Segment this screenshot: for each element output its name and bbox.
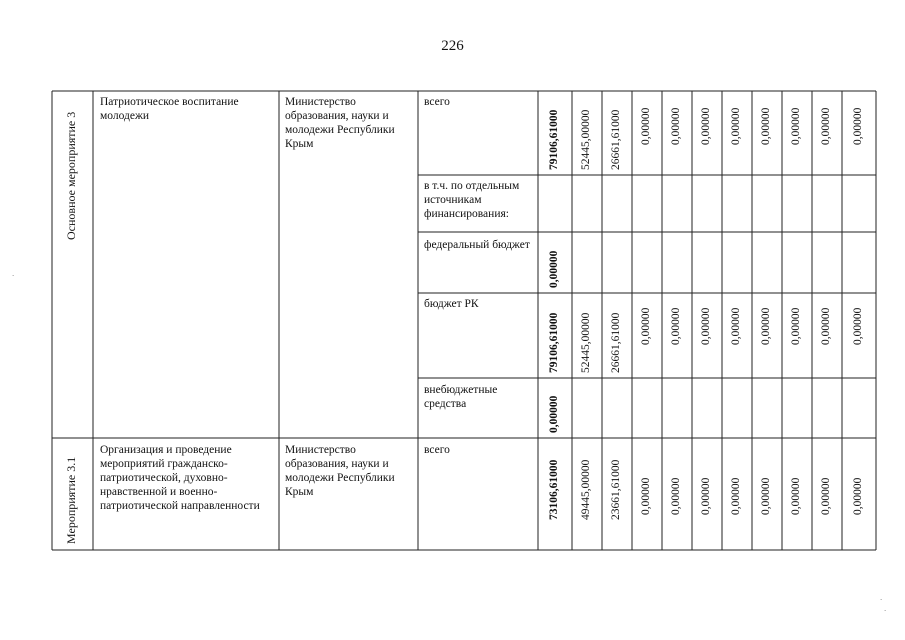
year-value: 23661,61000 [610,459,622,520]
year-value: 0,00000 [640,107,652,145]
year-value: 0,00000 [820,107,832,145]
year-value: 0,00000 [730,307,742,345]
event-name: Организация и проведение мероприятий гражданско-патриотической, духовно-нравственной и военно-патриотической направленности [100,444,260,512]
total-value: 0,00000 [548,395,560,433]
year-value: 0,00000 [790,307,802,345]
year-value: 26661,61000 [610,109,622,170]
year-value: 52445,00000 [580,109,592,170]
funding-source: в т.ч. по отдельным источникам финансирования: [424,180,520,220]
year-value: 0,00000 [700,477,712,515]
section-label: Мероприятие 3.1 [64,456,78,544]
funding-source: внебюджетные средства [424,384,498,410]
funding-source: федеральный бюджет [424,239,530,251]
section-label: Основное мероприятие 3 [64,111,78,240]
executor: Министерство образования, науки и молодежи Республики Крым [285,444,395,498]
year-value: 0,00000 [790,477,802,515]
year-value: 0,00000 [640,477,652,515]
total-value: 73106,61000 [548,459,560,520]
year-value: 0,00000 [820,477,832,515]
funding-source: всего [424,96,450,108]
total-value: 0,00000 [548,250,560,288]
year-value: 0,00000 [820,307,832,345]
year-value: 49445,00000 [580,459,592,520]
year-value: 0,00000 [852,307,864,345]
funding-source: бюджет РК [424,298,479,310]
scan-speck: · [880,596,883,604]
year-value: 0,00000 [670,307,682,345]
year-value: 0,00000 [760,307,772,345]
year-value: 0,00000 [730,107,742,145]
scan-speck: · [12,272,15,280]
year-value: 26661,61000 [610,312,622,373]
total-value: 79106,61000 [548,312,560,373]
year-value: 0,00000 [640,307,652,345]
year-value: 0,00000 [852,477,864,515]
funding-source: всего [424,444,450,456]
year-value: 0,00000 [790,107,802,145]
event-name: Патриотическое воспитание молодежи [100,96,239,122]
year-value: 52445,00000 [580,312,592,373]
scan-speck: · [884,607,887,615]
year-value: 0,00000 [760,107,772,145]
year-value: 0,00000 [730,477,742,515]
year-value: 0,00000 [670,477,682,515]
executor: Министерство образования, науки и молодежи Республики Крым [285,96,395,150]
year-value: 0,00000 [700,307,712,345]
total-value: 79106,61000 [548,109,560,170]
page-number: 226 [441,38,464,54]
year-value: 0,00000 [670,107,682,145]
year-value: 0,00000 [700,107,712,145]
year-value: 0,00000 [852,107,864,145]
year-value: 0,00000 [760,477,772,515]
